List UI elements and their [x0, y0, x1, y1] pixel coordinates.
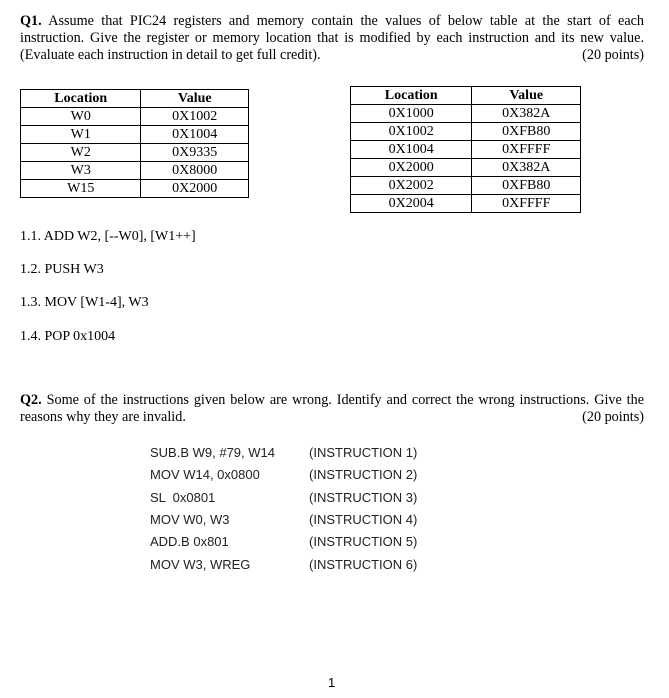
instruction-code: ADD.B 0x801 [150, 534, 229, 549]
list-item [150, 557, 450, 575]
instruction-label: (INSTRUCTION 6) [309, 557, 418, 572]
register-location-header: Location [21, 90, 141, 108]
memory-value: 0XFB80 [472, 123, 581, 141]
table-row [351, 177, 581, 195]
instruction-label: (INSTRUCTION 5) [309, 534, 418, 549]
instruction-code: MOV W14, 0x0800 [150, 467, 260, 482]
register-value-header: Value [141, 90, 249, 108]
table-row [21, 108, 249, 126]
register-location: W2 [21, 144, 141, 162]
table-row [21, 180, 249, 198]
register-table [20, 89, 249, 198]
register-location: W1 [21, 126, 141, 144]
table-row [351, 195, 581, 213]
list-item [150, 467, 450, 485]
memory-location: 0X2002 [351, 177, 472, 195]
q1-points: (20 points) [582, 47, 644, 63]
list-item [150, 534, 450, 552]
q2-line-1 [20, 392, 644, 409]
register-location: W3 [21, 162, 141, 180]
register-location: W15 [21, 180, 141, 198]
list-item [150, 512, 450, 530]
table-row [351, 123, 581, 141]
subquestion-1-4: 1.4. POP 0x1004 [20, 329, 116, 344]
instruction-label: (INSTRUCTION 2) [309, 467, 418, 482]
register-value: 0X2000 [141, 180, 249, 198]
q1-text-3: (Evaluate each instruction in detail to get full credit). [20, 47, 321, 63]
memory-table [350, 86, 581, 213]
memory-value: 0XFB80 [472, 177, 581, 195]
table-row [21, 144, 249, 162]
q1-line-2: instruction. Give the register or memory location that is modified by each instruction and its new value. [20, 30, 644, 46]
memory-table-header [351, 87, 581, 105]
register-value: 0X8000 [141, 162, 249, 180]
q1-line-3 [20, 47, 644, 64]
q2-line-2 [20, 409, 644, 426]
table-row [21, 162, 249, 180]
memory-value: 0XFFFF [472, 195, 581, 213]
register-location: W0 [21, 108, 141, 126]
subquestion-1-3: 1.3. MOV [W1-4], W3 [20, 295, 149, 310]
q1-number: Q1. [20, 13, 42, 29]
memory-value: 0X382A [472, 159, 581, 177]
q2-text-2: reasons why they are invalid. [20, 409, 186, 425]
table-row [351, 159, 581, 177]
instruction-label: (INSTRUCTION 3) [309, 490, 418, 505]
q2-number: Q2. [20, 392, 42, 408]
list-item [150, 445, 450, 463]
memory-location: 0X1004 [351, 141, 472, 159]
memory-value: 0XFFFF [472, 141, 581, 159]
instruction-code: SL 0x0801 [150, 490, 216, 505]
table-row [351, 105, 581, 123]
q2-text-1: Some of the instructions given below are wrong. Identify and correct the wrong instructions. Give the [46, 392, 644, 408]
table-row [351, 141, 581, 159]
table-row [21, 126, 249, 144]
list-item [150, 490, 450, 508]
memory-value-header: Value [472, 87, 581, 105]
q2-points: (20 points) [582, 409, 644, 425]
instruction-label: (INSTRUCTION 1) [309, 445, 418, 460]
page-number: 1 [328, 675, 336, 690]
register-value: 0X9335 [141, 144, 249, 162]
instruction-code: MOV W0, W3 [150, 512, 230, 527]
memory-location: 0X1002 [351, 123, 472, 141]
instruction-code: SUB.B W9, #79, W14 [150, 445, 275, 460]
subquestion-1-1: 1.1. ADD W2, [--W0], [W1++] [20, 229, 196, 244]
register-table-header [21, 90, 249, 108]
instruction-label: (INSTRUCTION 4) [309, 512, 418, 527]
q1-text-1: Assume that PIC24 registers and memory contain the values of below table at the start of each [48, 13, 645, 29]
memory-location: 0X1000 [351, 105, 472, 123]
register-value: 0X1002 [141, 108, 249, 126]
memory-location-header: Location [351, 87, 472, 105]
q1-line-1 [20, 13, 644, 30]
memory-location: 0X2004 [351, 195, 472, 213]
memory-location: 0X2000 [351, 159, 472, 177]
subquestion-1-2: 1.2. PUSH W3 [20, 262, 104, 277]
memory-value: 0X382A [472, 105, 581, 123]
register-value: 0X1004 [141, 126, 249, 144]
instruction-code: MOV W3, WREG [150, 557, 251, 572]
